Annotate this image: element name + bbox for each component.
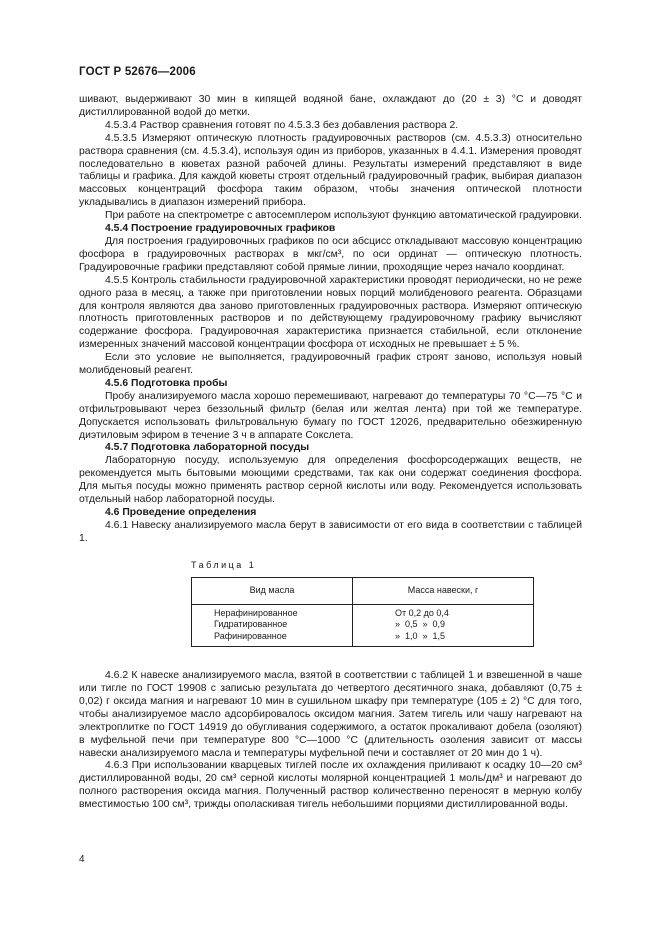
table-row: [192, 604, 534, 647]
paragraph: Для построения градуировочных графиков по оси абсцисс откладывают массовую концентрацию фосфора в градуировочных растворах в мкг/см³, по оси ординат — оптическую плотность. Градуировочные графики представляют собой прямые линии, проходящие через начало координат.: [79, 235, 582, 273]
table-cell: От 0,2 до 0,4: [395, 607, 449, 618]
table-cell: Нерафинированное: [214, 607, 298, 618]
section-heading: 4.5.6 Подготовка пробы: [105, 377, 228, 389]
paragraph: Пробу анализируемого масла хорошо перемешивают, нагревают до температуры 70 °С—75 °С и отфильтровывают через беззольный фильтр (белая или желтая лента) при той же температуре. Допускается использовать фильтровальную бумагу по ГОСТ 12026, предварительно обезжиренную диэтиловым эфиром в течение 3 ч в аппарате Сокслета.: [79, 390, 582, 441]
table-cell: Рафинированное: [214, 630, 287, 641]
paragraph: При работе на спектрометре с автосемплером используют функцию автоматической градуировки.: [105, 210, 582, 222]
document-body: [79, 94, 582, 812]
paragraph: Лабораторную посуду, используемую для определения фосфорсодержащих веществ, не рекомендуется мыть бытовыми моющими средствами, так как они содержат соединения фосфора. Для мытья посуды можно применять раствор серной кислоты или воду. Рекомендуется использовать отдельный набор лабораторной посуды.: [79, 455, 582, 506]
table-caption: Таблица 1: [191, 559, 257, 570]
table-header-cell: Масса навески, г: [353, 577, 534, 604]
page-number: 4: [79, 854, 85, 865]
paragraph: Если это условие не выполняется, градуировочный график строят заново, используя новый молибденовый реагент.: [79, 352, 582, 377]
section-heading: 4.5.4 Построение градуировочных графиков: [105, 223, 336, 235]
table-header-cell: Вид масла: [192, 577, 353, 604]
sample-mass-cell: [353, 604, 534, 647]
paragraph: 4.5.3.5 Измеряют оптическую плотность градуировочных растворов (см. 4.5.3.3) относительно раствора сравнения (см. 4.5.3.4), используя один из приборов, указанных в 4.4.1. Измерения проводят последовательно в кюветах разной рабочей длины. Результаты измерений представляют в виде таблицы и графика. Для каждой кюветы строят отдельный градуировочный график, выбирая диапазон массовых концентраций фосфора таким образом, чтобы значения оптической плотности укладывались в диапазон измерений прибора.: [79, 132, 582, 209]
table-cell: » 0,5 » 0,9: [395, 619, 446, 630]
table-cell: » 1,0 » 1,5: [395, 630, 446, 641]
section-heading: 4.6 Проведение определения: [105, 507, 257, 518]
document-header: ГОСТ Р 52676—2006: [79, 66, 196, 78]
paragraph: 4.5.5 Контроль стабильности градуировочной характеристики проводят периодически, но не реже одного раза в месяц, а также при приготовлении новых порций молибденового реагента. Образцами для контроля являются два заново приготовленных градуировочных раствора. Измеряют оптическую плотность приготовленных растворов и по действующему градуировочному графику вычисляют содержание фосфора. Градуировочная характеристика признается стабильной, если отклонение измеренных значений массовой концентрации фосфора от исходных не превышает ± 5 %.: [79, 274, 582, 351]
paragraph: 4.6.3 При использовании кварцевых тиглей после их охлаждения приливают к осадку 10—20 см³ дистиллированной воды, 20 см³ серной кислоты молярной концентрацией 1 моль/дм³ и нагревают до полного растворения оксида магния. Полученный раствор количественно переносят в мерную колбу вместимостью 100 см³, трижды ополаскивая тигель небольшими порциями дистиллированной воды.: [79, 760, 582, 811]
paragraph: шивают, выдерживают 30 мин в кипящей водяной бане, охлаждают до (20 ± 3) °С и доводят дистиллированной водой до метки.: [79, 94, 582, 118]
section-heading: 4.5.7 Подготовка лабораторной посуды: [105, 442, 310, 454]
mass-table: [191, 577, 534, 648]
oil-type-cell: [192, 604, 353, 647]
paragraph: 4.5.3.4 Раствор сравнения готовят по 4.5.3.3 без добавления раствора 2.: [105, 119, 459, 131]
paragraph: 4.6.2 К навеске анализируемого масла, взятой в соответствии с таблицей 1 и взвешенной в чаше или тигле по ГОСТ 19908 с записью результата до четвертого десятичного знака, добавляют (0,75 ± 0,02) г оксида магния и нагревают 10 мин в сушильном шкафу при температуре (105 ± 2) °С для того, чтобы анализируемое масло адсорбировалось оксидом магния. Затем тигель или чашу нагревают на электроплитке по ГОСТ 14919 до обугливания содержимого, а остаток прокаливают добела (озоляют) в муфельной печи при температуре 800 °С—1000 °С (длительность озоления зависит от массы навески анализируемого масла и температуры муфельной печи и составляет от 20 мин до 1 ч).: [79, 670, 582, 759]
paragraph: 4.6.1 Навеску анализируемого масла берут в зависимости от его вида в соответствии с таблицей 1.: [79, 519, 582, 544]
table-cell: Гидратированное: [214, 619, 288, 630]
